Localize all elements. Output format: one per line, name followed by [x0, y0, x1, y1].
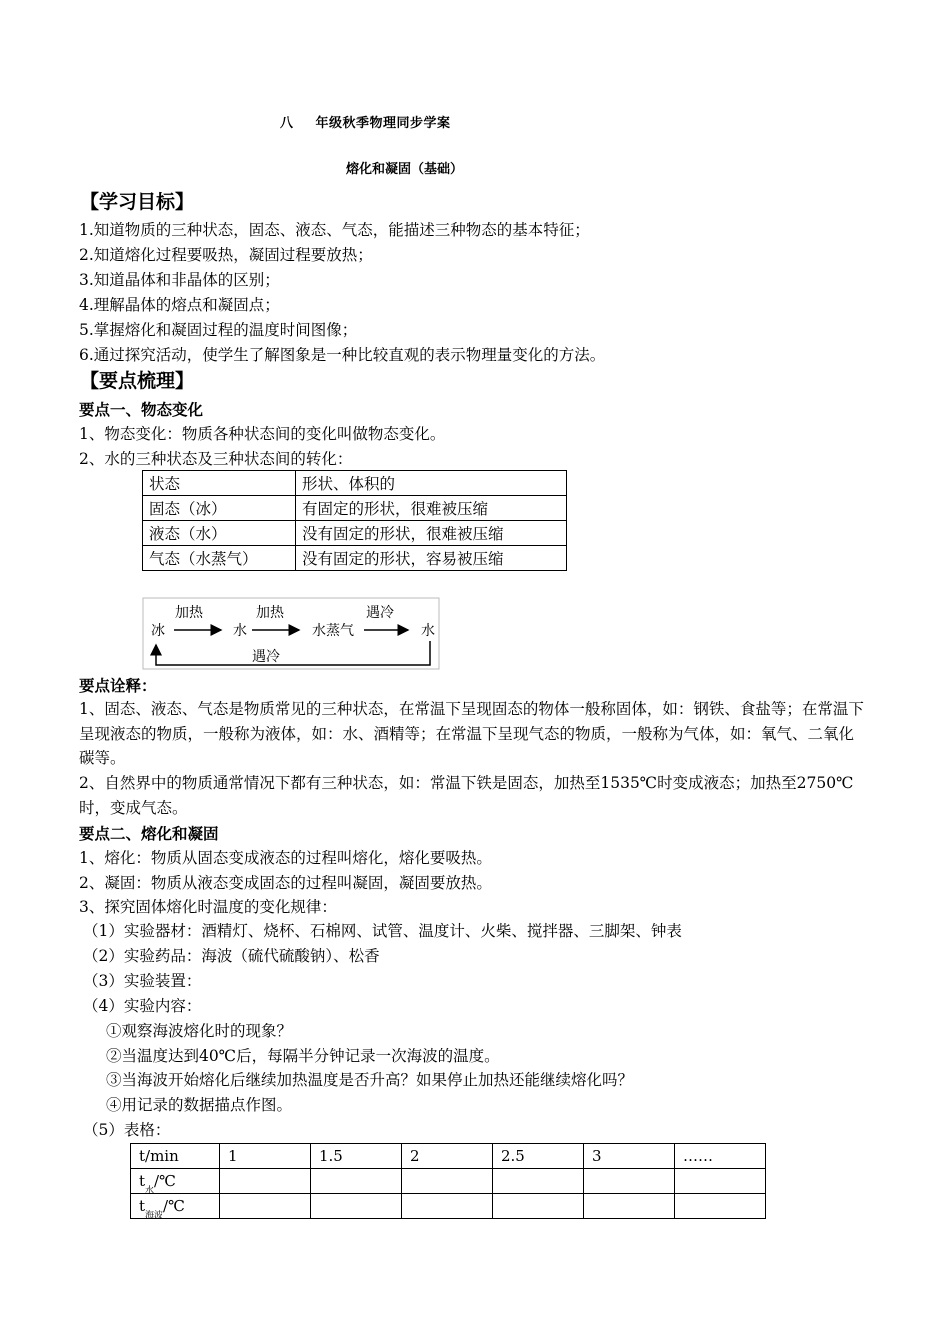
- point2-line: 3、探究固体熔化时温度的变化规律：: [79, 898, 337, 916]
- table-cell: t/min: [131, 1144, 220, 1169]
- table-cell: [131, 1169, 220, 1194]
- goals-heading: 【学习目标】: [80, 191, 195, 213]
- diagram-water2: 水: [421, 623, 435, 639]
- diagram-ice: 冰: [151, 623, 165, 639]
- row-unit: /℃: [163, 1197, 185, 1215]
- point2-line: （4）实验内容：: [83, 997, 202, 1015]
- water-states-table: [142, 470, 567, 571]
- explain-title: 要点诠释：: [79, 677, 157, 695]
- table-cell: [131, 1194, 220, 1219]
- point2-line: （2）实验药品：海波（硫代硫酸钠）、松香: [83, 947, 380, 965]
- table-cell: 1.5: [311, 1144, 402, 1169]
- point2-line: （5）表格：: [83, 1121, 171, 1139]
- point1-line2: 2、水的三种状态及三种状态间的转化：: [79, 450, 353, 468]
- goal-2: 2.知道熔化过程要吸热，凝固过程要放热；: [79, 246, 373, 264]
- table-cell: [584, 1194, 675, 1219]
- point2-line: （1）实验器材：酒精灯、烧杯、石棉网、试管、温度计、火柴、搅拌器、三脚架、钟表: [83, 922, 682, 940]
- arrow-freeze: [156, 641, 430, 665]
- table-cell: [311, 1169, 402, 1194]
- table-cell: 固态（冰）: [143, 496, 296, 521]
- explain-paragraph-2: 2、自然界中的物质通常情况下都有三种状态，如：常温下铁是固态，加热至1535℃时变成液态；加热至2750℃时，变成气态。: [79, 774, 854, 817]
- table-cell: [402, 1194, 493, 1219]
- course-label: 年级秋季物理同步学案: [315, 116, 451, 131]
- table-row: [143, 521, 567, 546]
- table-cell: [220, 1194, 311, 1219]
- table-cell: [493, 1169, 584, 1194]
- point2-line: 2、凝固：物质从液态变成固态的过程叫凝固，凝固要放热。: [79, 874, 492, 892]
- table-cell: 没有固定的形状，容易被压缩: [296, 546, 567, 571]
- table-cell: 气态（水蒸气）: [143, 546, 296, 571]
- row-label: t: [139, 1172, 146, 1190]
- table-row: [143, 496, 567, 521]
- table-row: [143, 471, 567, 496]
- row-label: t: [139, 1197, 146, 1215]
- point2-line: ④用记录的数据描点作图。: [106, 1096, 293, 1114]
- point2-title: 要点二、熔化和凝固: [79, 825, 219, 843]
- goal-3: 3.知道晶体和非晶体的区别；: [79, 271, 280, 289]
- diagram-water1: 水: [233, 623, 247, 639]
- table-cell: 2.5: [493, 1144, 584, 1169]
- table-cell: 液态（水）: [143, 521, 296, 546]
- table-cell: [311, 1194, 402, 1219]
- table-cell: [584, 1169, 675, 1194]
- table-cell: 2: [402, 1144, 493, 1169]
- table-cell: [493, 1194, 584, 1219]
- table-cell: 形状、体积的: [296, 471, 567, 496]
- table-row: [131, 1194, 766, 1219]
- table-row: [131, 1169, 766, 1194]
- diagram-cool1: 遇冷: [366, 605, 394, 621]
- doc-header: [280, 112, 451, 131]
- temperature-record-table: [130, 1143, 766, 1219]
- table-cell: 没有固定的形状，很难被压缩: [296, 521, 567, 546]
- table-cell: [402, 1169, 493, 1194]
- point2-line: ③当海波开始熔化后继续加热温度是否升高？如果停止加热还能继续熔化吗？: [106, 1071, 634, 1089]
- point2-line: （3）实验装置：: [83, 972, 202, 990]
- point1-title: 要点一、物态变化: [79, 401, 204, 419]
- goal-6: 6.通过探究活动，使学生了解图象是一种比较直观的表示物理量变化的方法。: [79, 346, 606, 364]
- points-heading: 【要点梳理】: [80, 370, 195, 392]
- table-cell: [675, 1169, 766, 1194]
- table-cell: 3: [584, 1144, 675, 1169]
- table-row: [131, 1144, 766, 1169]
- table-cell: [220, 1169, 311, 1194]
- table-cell: 状态: [143, 471, 296, 496]
- table-row: [143, 546, 567, 571]
- row-subscript: 海波: [145, 1211, 164, 1221]
- table-cell: [675, 1194, 766, 1219]
- goal-4: 4.理解晶体的熔点和凝固点；: [79, 296, 280, 314]
- point1-line1: 1、物态变化：物质各种状态间的变化叫做物态变化。: [79, 425, 446, 443]
- table-cell: 1: [220, 1144, 311, 1169]
- explain-paragraph-1: 1、固态、液态、气态是物质常见的三种状态，在常温下呈现固态的物体一般称固体，如：钢铁、食盐等；在常温下呈现液态的物质，一般称为液体，如：水、酒精等；在常温下呈现气态的物质，一般称为气体，如：氧气、二氧化碳等。: [79, 700, 864, 767]
- point2-line: 1、熔化：物质从固态变成液态的过程叫熔化，熔化要吸热。: [79, 849, 492, 867]
- point2-line: ②当温度达到40℃后，每隔半分钟记录一次海波的温度。: [106, 1047, 500, 1065]
- diagram-heat2: 加热: [256, 605, 284, 621]
- row-unit: /℃: [154, 1172, 176, 1190]
- goal-5: 5.掌握熔化和凝固过程的温度时间图像；: [79, 321, 358, 339]
- diagram-cool2: 遇冷: [252, 649, 280, 665]
- goal-1: 1.知道物质的三种状态，固态、液态、气态，能描述三种物态的基本特征；: [79, 221, 590, 239]
- table-cell: ……: [675, 1144, 766, 1169]
- diagram-vapor: 水蒸气: [312, 623, 354, 639]
- point2-line: ①观察海波熔化时的现象？: [106, 1022, 293, 1040]
- topic-title: 熔化和凝固（基础）: [346, 162, 464, 177]
- row-subscript: 水: [145, 1186, 155, 1196]
- table-cell: 有固定的形状，很难被压缩: [296, 496, 567, 521]
- grade-label: 八: [280, 116, 294, 131]
- state-change-diagram: [142, 597, 442, 671]
- diagram-heat1: 加热: [175, 605, 203, 621]
